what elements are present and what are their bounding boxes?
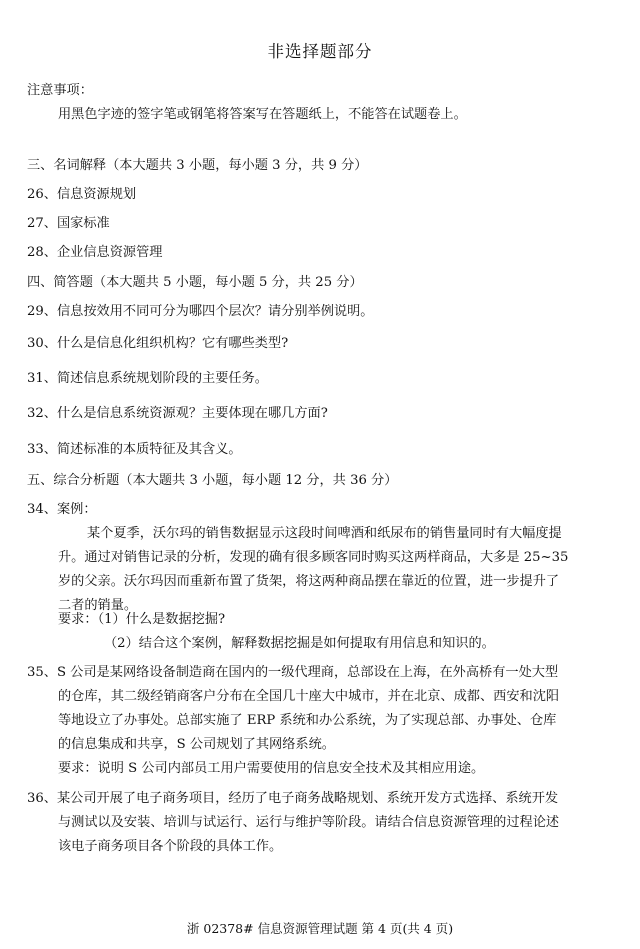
question-35-requirement: 要求：说明 S 公司内部员工用户需要使用的信息安全技术及其相应用途。: [58, 761, 485, 776]
question-26: 26、信息资源规划: [27, 187, 137, 202]
case-text-line: 岁的父亲。沃尔玛因而重新布置了货架，将这两种商品摆在靠近的位置，进一步提升了: [58, 574, 560, 589]
page-footer: 浙 02378# 信息资源管理试题 第 4 页(共 4 页): [186, 921, 454, 936]
section-5-heading: 五、综合分析题（本大题共 3 小题，每小题 12 分，共 36 分）: [27, 473, 398, 488]
question-32: 32、什么是信息系统资源观？主要体现在哪几方面?: [27, 406, 328, 421]
question-35-line: 35、S 公司是某网络设备制造商在国内的一级代理商，总部设在上海，在外高桥有一处大型: [27, 665, 559, 680]
requirement-1: 要求：（1）什么是数据挖掘?: [58, 612, 226, 627]
question-34-label: 34、案例：: [27, 502, 97, 517]
question-35-line: 等地设立了办事处。总部实施了 ERP 系统和办公系统，为了实现总部、办事处、仓库: [58, 713, 557, 728]
section-4-heading: 四、简答题（本大题共 5 小题，每小题 5 分，共 25 分）: [27, 275, 363, 290]
requirement-2: （2）结合这个案例，解释数据挖掘是如何提取有用信息和知识的。: [104, 636, 495, 651]
question-27: 27、国家标准: [27, 216, 110, 231]
notice-heading: 注意事项：: [27, 83, 93, 98]
case-text-line: 二者的销量。: [58, 598, 138, 613]
question-35-line: 的仓库，其二级经销商客户分布在全国几十座大中城市，并在北京、成都、西安和沈阳: [58, 689, 560, 704]
question-33: 33、简述标准的本质特征及其含义。: [27, 442, 242, 457]
question-36-line: 与测试以及安装、培训与试运行、运行与维护等阶段。请结合信息资源管理的过程论述: [58, 815, 560, 830]
question-30: 30、什么是信息化组织机构？它有哪些类型?: [27, 336, 289, 351]
question-28: 28、企业信息资源管理: [27, 245, 163, 260]
question-31: 31、简述信息系统规划阶段的主要任务。: [27, 371, 268, 386]
case-text-line: 某个夏季，沃尔玛的销售数据显示这段时间啤酒和纸尿布的销售量同时有大幅度提: [87, 526, 562, 541]
notice-text: 用黑色字迹的签字笔或钢笔将答案写在答题纸上，不能答在试题卷上。: [58, 107, 467, 122]
question-29: 29、信息按效用不同可分为哪四个层次？请分别举例说明。: [27, 304, 374, 319]
section-3-heading: 三、名词解释（本大题共 3 小题，每小题 3 分，共 9 分）: [27, 158, 368, 173]
question-36-line: 36、某公司开展了电子商务项目，经历了电子商务战略规划、系统开发方式选择、系统开发: [27, 791, 559, 806]
question-35-line: 的信息集成和共享，S 公司规划了其网络系统。: [58, 737, 335, 752]
question-36-line: 该电子商务项目各个阶段的具体工作。: [58, 839, 283, 854]
case-text-line: 升。通过对销售记录的分析，发现的确有很多顾客同时购买这两样商品，大多是 25~35: [58, 550, 569, 565]
page-title: 非选择题部分: [267, 42, 373, 61]
